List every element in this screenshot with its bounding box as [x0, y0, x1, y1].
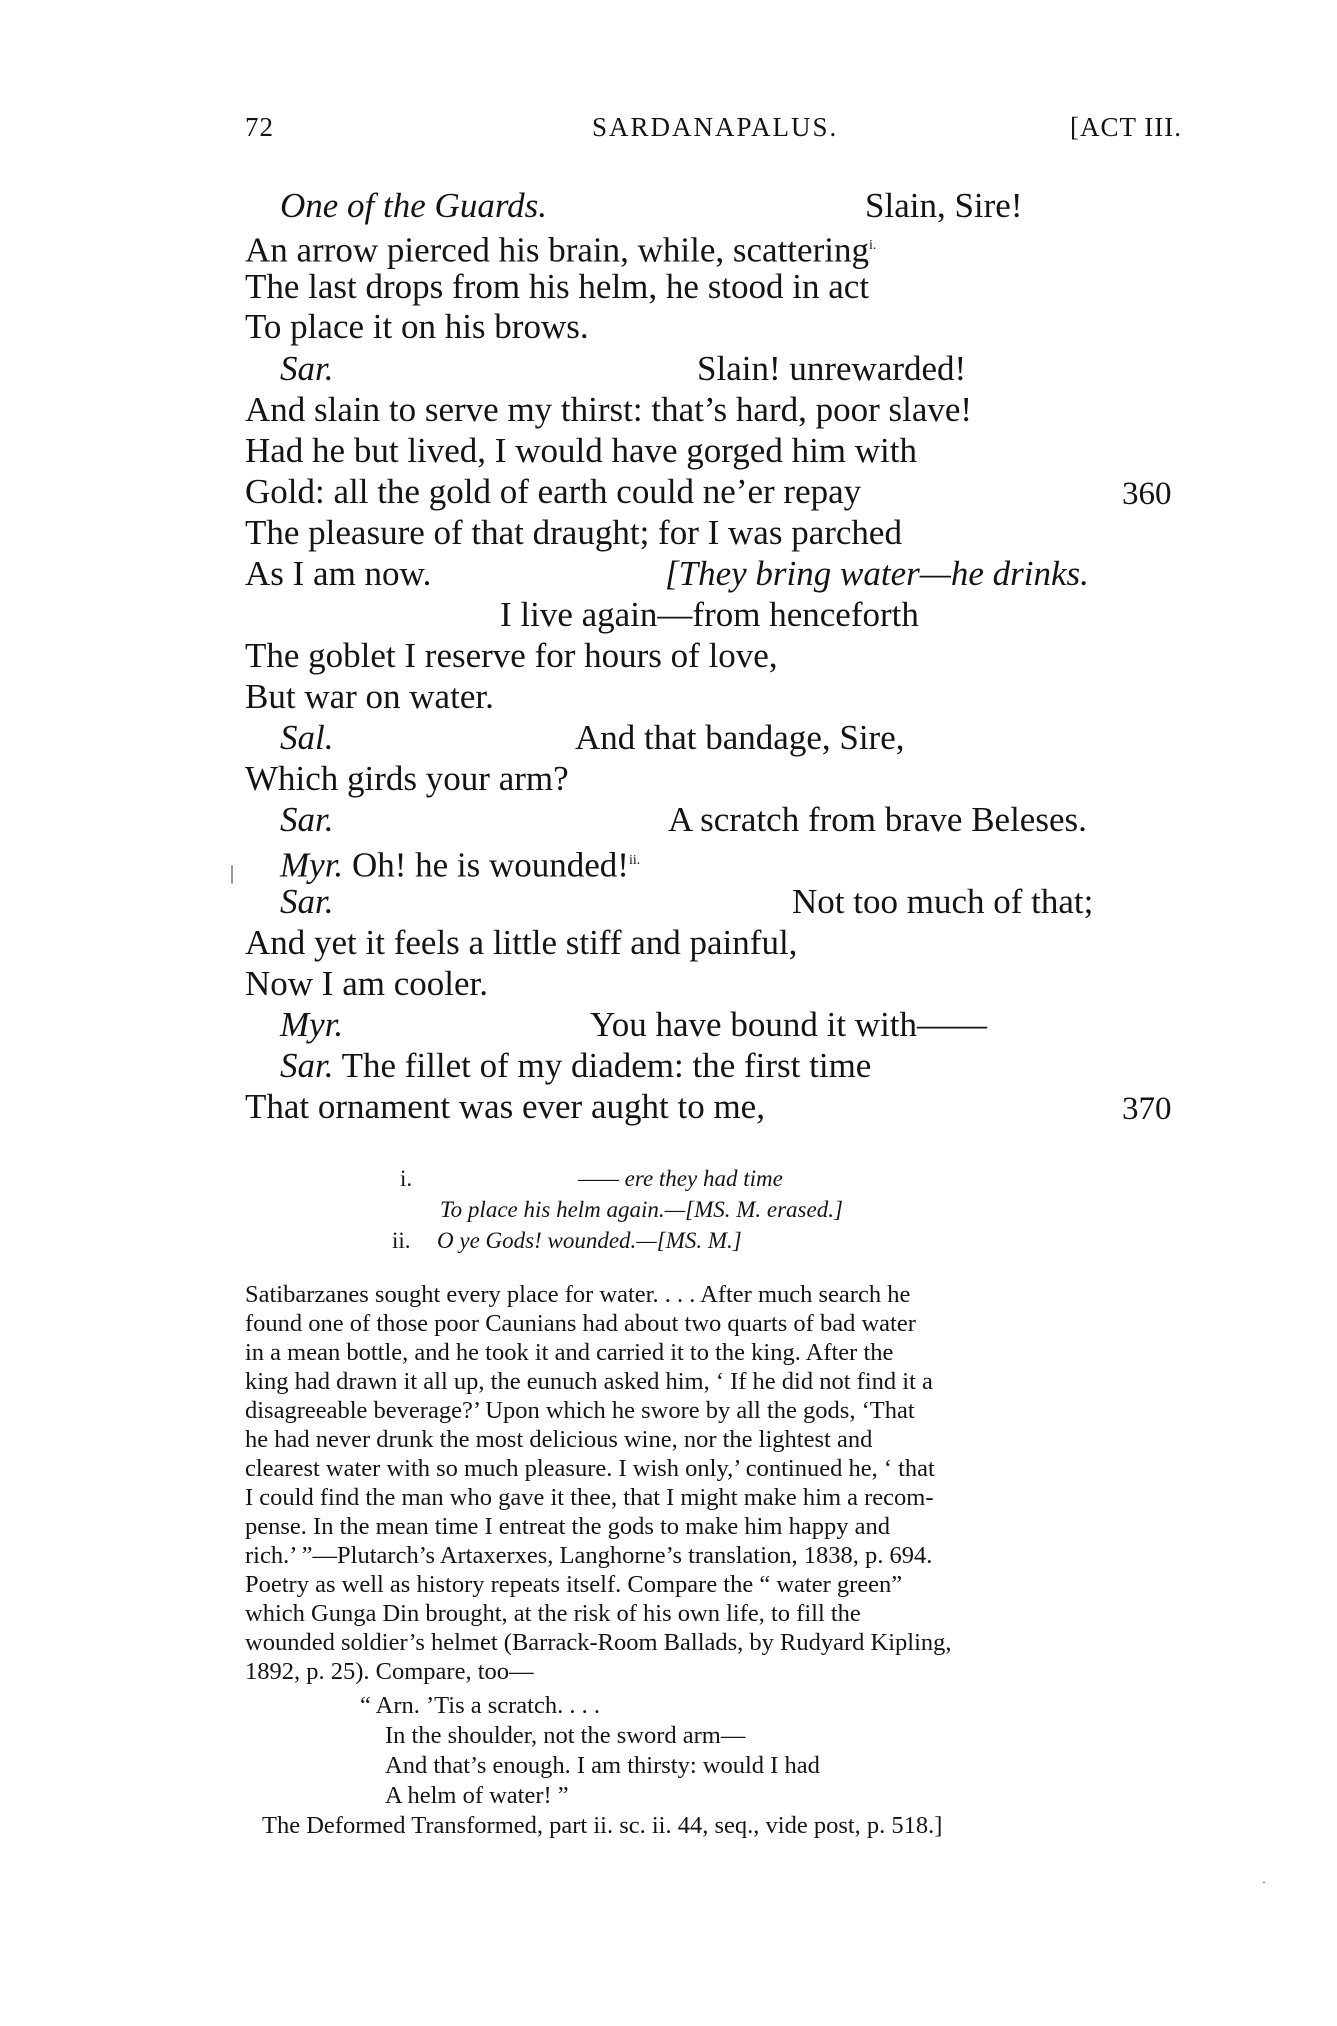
note-line: rich.’ ”—Plutarch’s Artaxerxes, Langhorne’s translation, 1838, p. 694. [245, 1542, 933, 1569]
verse-line: The last drops from his helm, he stood in act [245, 267, 870, 306]
quote-line: In the shoulder, not the sword arm— [385, 1722, 746, 1749]
verse-line: That ornament was ever aught to me, [245, 1087, 765, 1126]
verse-text: A scratch from brave Beleses. [668, 800, 1087, 839]
variant-label: ii. [392, 1228, 411, 1253]
variant-label: i. [400, 1166, 413, 1191]
quote-line: “ Arn. ’Tis a scratch. . . . [360, 1692, 600, 1719]
quote-line: And that’s enough. I am thirsty: would I had [385, 1752, 820, 1779]
variant-line: O ye Gods! wounded.—[MS. M.] [437, 1228, 742, 1253]
stage-direction: [They bring water—he drinks. [665, 554, 1089, 593]
act-label: [ACT III. [1070, 112, 1182, 142]
variant-line: —— ere they had time [578, 1166, 783, 1191]
line-number: 360 [1122, 476, 1172, 512]
note-line: he had never drunk the most delicious wine, nor the lightest and [245, 1426, 873, 1453]
citation: The Deformed Transformed, part ii. sc. ii. 44, seq., vide post, p. 518.] [262, 1812, 943, 1839]
note-line: in a mean bottle, and he took it and carried it to the king. After the [245, 1339, 894, 1366]
note-line: clearest water with so much pleasure. I wish only,’ continued he, ‘ that [245, 1455, 935, 1482]
note-line: Satibarzanes sought every place for water. . . . After much search he [245, 1281, 911, 1308]
verse-line: And slain to serve my thirst: that’s hard, poor slave! [245, 390, 973, 429]
speaker-name: Sar. [280, 882, 334, 921]
verse-text: Slain! unrewarded! [697, 349, 967, 388]
note-line: which Gunga Din brought, at the risk of his own life, to fill the [245, 1600, 861, 1627]
verse-text: Slain, Sire! [865, 186, 1023, 225]
note-line: found one of those poor Caunians had about two quarts of bad water [245, 1310, 916, 1337]
line-number: 370 [1122, 1091, 1172, 1127]
speaker-name: One of the Guards. [280, 186, 548, 225]
verse-line: The goblet I reserve for hours of love, [245, 636, 778, 675]
speaker-name: Sal. [280, 718, 334, 757]
verse-line: Had he but lived, I would have gorged him with [245, 431, 918, 470]
speaker-name: Sar. [280, 800, 334, 839]
note-line: Poetry as well as history repeats itself. Compare the “ water green” [245, 1571, 903, 1598]
quote-line: A helm of water! ” [385, 1782, 569, 1809]
verse-text: And that bandage, Sire, [575, 718, 905, 757]
variant-marker: i. [868, 238, 877, 253]
verse-line: As I am now. [245, 554, 432, 593]
verse-text: Not too much of that; [792, 882, 1094, 921]
verse-line: But war on water. [245, 677, 494, 716]
verse-line [245, 226, 876, 271]
verse-line: And yet it feels a little stiff and painful, [245, 923, 798, 962]
speaker-name: Sar. [280, 1046, 334, 1085]
verse-text: An arrow pierced his brain, while, scattering [245, 230, 869, 270]
note-line: pense. In the mean time I entreat the gods to make him happy and [245, 1513, 890, 1540]
verse-line [865, 186, 1022, 226]
verse-line [280, 1046, 871, 1086]
verse-line: I live again—from henceforth [500, 595, 919, 634]
speaker-name: Myr. [280, 1005, 344, 1044]
speaker-name: Sar. [280, 349, 334, 388]
running-title: SARDANAPALUS. [592, 112, 839, 142]
verse-text: The fillet of my diadem: the first time [341, 1046, 872, 1085]
verse-line: Gold: all the gold of earth could ne’er repay [245, 472, 862, 511]
verse-line: The pleasure of that draught; for I was parched [245, 513, 902, 552]
verse-text: Oh! he is wounded! [351, 845, 629, 885]
margin-mark: | [230, 862, 235, 884]
speaker-name: Myr. [280, 845, 344, 885]
note-line: wounded soldier’s helmet (Barrack-Room Ballads, by Rudyard Kipling, [245, 1629, 952, 1656]
variant-marker: ii. [628, 853, 641, 868]
page-number: 72 [245, 112, 274, 142]
note-line: 1892, p. 25). Compare, too— [245, 1658, 534, 1685]
verse-line [280, 186, 547, 226]
variant-line: To place his helm again.—[MS. M. erased.] [440, 1197, 843, 1222]
verse-line [280, 841, 640, 886]
note-line: disagreeable beverage?’ Upon which he swore by all the gods, ‘That [245, 1397, 915, 1424]
verse-line: Now I am cooler. [245, 964, 488, 1003]
verse-text: You have bound it with—— [590, 1005, 988, 1044]
note-line: king had drawn it all up, the eunuch asked him, ‘ If he did not find it a [245, 1368, 933, 1395]
stray-dot: · [1262, 1875, 1266, 1889]
note-line: I could find the man who gave it thee, that I might make him a recom- [245, 1484, 934, 1511]
verse-line: To place it on his brows. [245, 307, 589, 346]
verse-line: Which girds your arm? [245, 759, 569, 798]
